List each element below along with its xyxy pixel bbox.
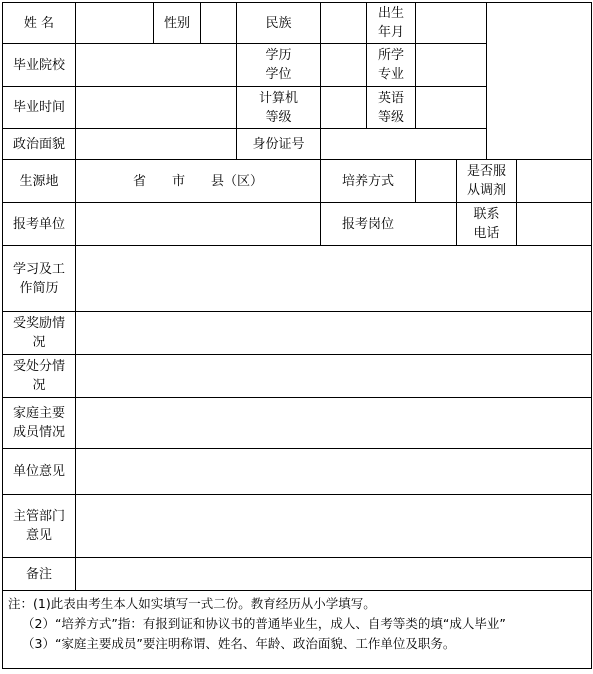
computer-level-label: 计算机 等级 — [258, 90, 298, 125]
contact-phone-label: 联系 电话 — [473, 207, 500, 241]
awards-label: 受奖励情 况 — [12, 316, 65, 350]
awards-field[interactable] — [76, 312, 591, 354]
id-number-field[interactable] — [321, 129, 486, 159]
remarks-label: 备注 — [25, 566, 52, 582]
contact-phone-field[interactable] — [517, 203, 591, 245]
grid-line — [591, 2, 592, 669]
unit-opinion-label: 单位意见 — [12, 464, 65, 479]
birth-date-label: 出生 年月 — [377, 6, 404, 40]
training-mode-label: 培养方式 — [341, 173, 394, 189]
english-level-label: 英语 等级 — [377, 90, 404, 125]
grad-time-field[interactable] — [76, 87, 236, 128]
apply-post-label: 报考岗位 — [341, 216, 394, 232]
major-field[interactable] — [416, 44, 486, 86]
education-label: 学历 学位 — [265, 48, 292, 82]
note-line-1: 注：(1)此表由考生本人如实填写一式二份。教育经历从小学填写。 — [8, 596, 376, 611]
training-mode-field[interactable] — [416, 160, 456, 202]
name-label: 姓 名 — [23, 15, 55, 31]
school-label: 毕业院校 — [12, 57, 65, 73]
origin-label: 生源地 — [19, 173, 59, 189]
punishments-label: 受处分情 况 — [12, 359, 65, 393]
gender-field[interactable] — [201, 3, 236, 43]
remarks-field[interactable] — [76, 558, 591, 590]
apply-unit-field[interactable] — [76, 203, 320, 245]
grid-line — [2, 590, 592, 591]
study-work-label: 学习及工 作简历 — [12, 261, 65, 296]
education-field[interactable] — [321, 44, 366, 86]
dept-opinion-label: 主管部门 意见 — [12, 509, 65, 543]
origin-field[interactable]: 省 市 县（区） — [132, 173, 263, 189]
grad-time-label: 毕业时间 — [12, 100, 65, 115]
punishments-field[interactable] — [76, 355, 591, 397]
english-level-field[interactable] — [416, 87, 486, 128]
computer-level-field[interactable] — [321, 87, 366, 128]
political-status-field[interactable] — [76, 129, 236, 159]
ethnicity-field[interactable] — [321, 3, 366, 43]
photo-area[interactable] — [487, 3, 591, 159]
grid-line — [2, 668, 592, 669]
id-number-label: 身份证号 — [252, 136, 305, 152]
note-line-3: （3）“家庭主要成员”要注明称谓、姓名、年龄、政治面貌、工作单位及职务。 — [22, 636, 456, 651]
study-work-field[interactable] — [76, 246, 591, 311]
school-field[interactable] — [76, 44, 236, 86]
family-label: 家庭主要 成员情况 — [12, 406, 65, 440]
birth-date-field[interactable] — [416, 3, 486, 43]
accept-adjust-label: 是否服 从调剂 — [466, 164, 506, 198]
gender-label: 性别 — [163, 15, 190, 31]
ethnicity-label: 民族 — [265, 15, 292, 31]
apply-post-field[interactable] — [416, 203, 456, 245]
accept-adjust-field[interactable] — [517, 160, 591, 202]
apply-unit-label: 报考单位 — [12, 216, 65, 232]
name-field[interactable] — [76, 3, 153, 43]
major-label: 所学 专业 — [377, 48, 404, 82]
family-field[interactable] — [76, 398, 591, 448]
note-line-2: （2）“培养方式”指：有报到证和协议书的普通毕业生，成人、自考等类的填“成人毕业” — [22, 616, 506, 631]
unit-opinion-field[interactable] — [76, 449, 591, 494]
dept-opinion-field[interactable] — [76, 495, 591, 557]
political-status-label: 政治面貌 — [12, 136, 65, 152]
